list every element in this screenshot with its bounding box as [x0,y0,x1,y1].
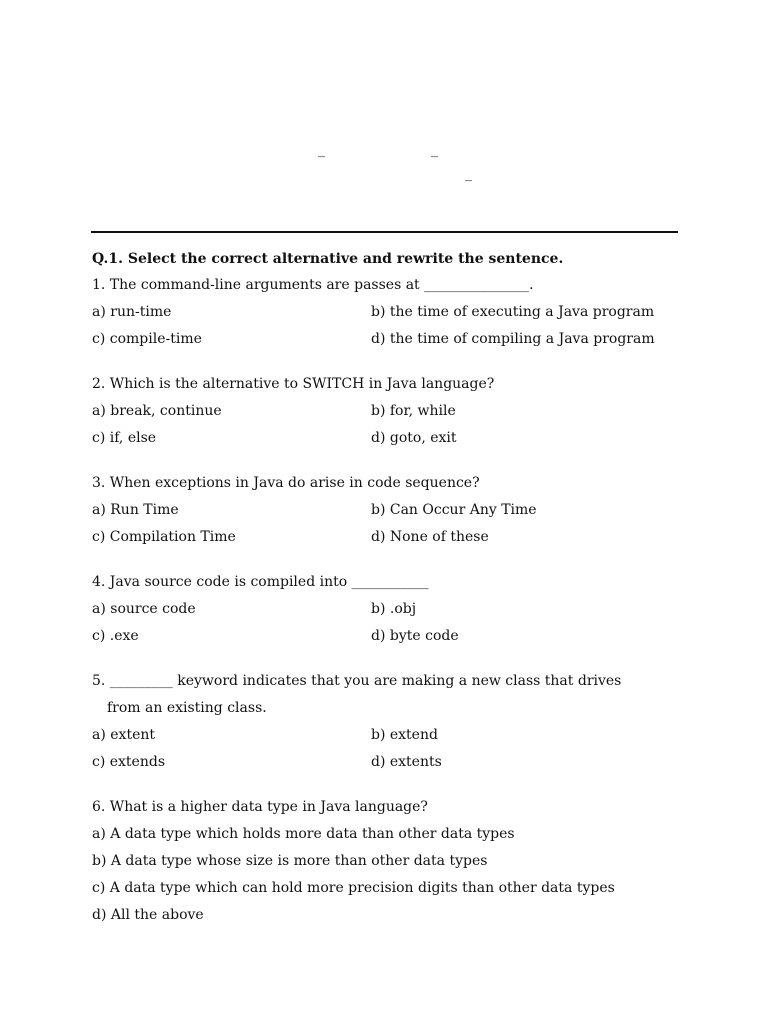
question-3 [92,470,682,551]
header-divider [91,231,678,233]
option-b: b) .obj [371,601,417,617]
question-text: 3. When exceptions in Java do arise in code sequence? [92,475,480,491]
option-a: a) extent [92,727,155,743]
option-row [92,749,682,776]
option-row [92,596,682,623]
question-5 [92,668,682,776]
header-dash-2: _ [431,142,438,158]
question-6 [92,794,682,929]
option-c: c) compile-time [92,331,202,347]
option-d: d) the time of compiling a Java program [371,331,655,347]
option-row [92,623,682,650]
option-row [92,722,682,749]
option-d: d) All the above [92,907,204,923]
header-dash-3: _ [465,166,472,182]
option-row [92,398,682,425]
question-text: 6. What is a higher data type in Java language? [92,799,428,815]
option-row [92,497,682,524]
option-b: b) extend [371,727,438,743]
option-d: d) goto, exit [371,430,457,446]
option-c: c) A data type which can hold more precision digits than other data types [92,880,615,896]
question-text-line-2: from an existing class. [107,700,267,716]
option-c: c) .exe [92,628,139,644]
option-a: a) Run Time [92,502,179,518]
option-a: a) A data type which holds more data than other data types [92,826,515,842]
section-heading: Q.1. Select the correct alternative and rewrite the sentence. [92,251,564,267]
question-4 [92,569,682,650]
question-text: 2. Which is the alternative to SWITCH in Java language? [92,376,495,392]
question-1 [92,272,682,353]
option-a: a) break, continue [92,403,222,419]
option-d: d) extents [371,754,442,770]
option-b: b) the time of executing a Java program [371,304,655,320]
option-b: b) for, while [371,403,456,419]
question-section [92,248,682,929]
question-2 [92,371,682,452]
option-b: b) Can Occur Any Time [371,502,537,518]
question-text-line-1: 5. _________ keyword indicates that you are making a new class that drives [92,673,622,689]
header-dash-1: _ [318,142,325,158]
question-text [92,668,682,722]
option-d: d) None of these [371,529,489,545]
option-c: c) if, else [92,430,157,446]
option-b: b) A data type whose size is more than other data types [92,853,488,869]
question-text: 4. Java source code is compiled into ___________ [92,574,429,590]
option-row [92,524,682,551]
option-row [92,425,682,452]
option-row [92,299,682,326]
option-a: a) run-time [92,304,172,320]
option-a: a) source code [92,601,196,617]
option-c: c) Compilation Time [92,529,236,545]
option-d: d) byte code [371,628,459,644]
option-c: c) extends [92,754,166,770]
option-row [92,326,682,353]
question-text: 1. The command-line arguments are passes at _______________. [92,277,534,293]
